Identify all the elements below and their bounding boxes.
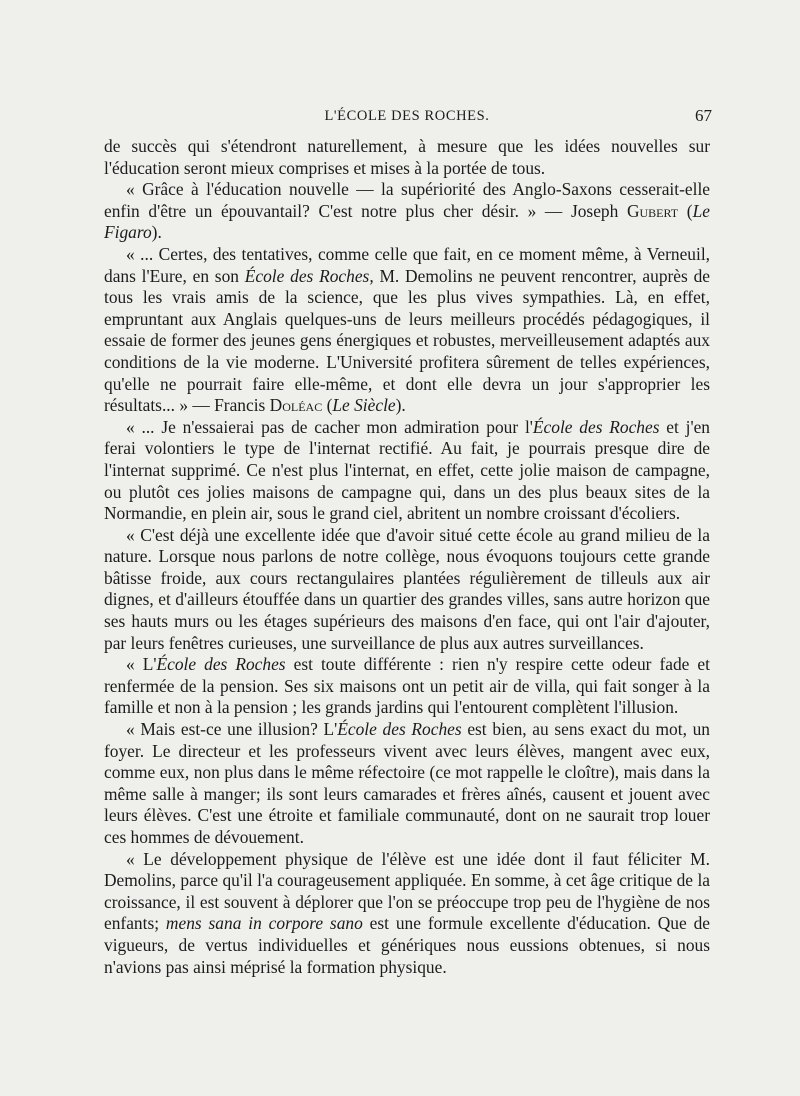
text-run: « ... Certes, des tentatives, comme celle que fait, en ce moment même, à Verneuil, dans l'Eure, en son (104, 243, 710, 286)
text-run: de succès qui s'étendront naturellement, à mesure que les idées nouvelles sur l'éducation seront mieux comprises et mises à la portée de tous. (104, 136, 710, 178)
italic-text: École des Roches (156, 654, 286, 675)
page-header (102, 106, 712, 130)
text-run: est une formule excellente d'éducation. Que de vigueurs, de vertus individuelles et génériques nous eussions obtenues, si nous n'avions pas ainsi méprisé la formation physique. (104, 913, 710, 977)
paragraph (104, 244, 710, 417)
italic-text: Le Siècle (332, 395, 396, 416)
small-caps-name: Doléac (269, 395, 323, 416)
text-run: ( (322, 395, 333, 416)
text-run: « Mais est-ce une illusion? L' (126, 719, 338, 740)
text-run: M. Demolins ne peuvent rencontrer, auprès de tous les vrais amis de la science, que les plus vives sympathies. Là, en effet, empruntant aux Anglais quelques-uns de leurs meilleurs procédés pédagogiques, il essaie de former des jeunes gens énergiques et robustes, merveilleusement adaptés aux conditions de la vie moderne. L'Université profitera sûrement de telles expériences, qu'elle ne pourrait faire elle-même, et dont elle devra un jour s'approprier les résultats... » — Francis (104, 265, 710, 416)
italic-text: École des Roches, (244, 265, 374, 286)
text-run: ). (395, 395, 406, 416)
italic-text: École des Roches (337, 719, 462, 740)
text-run: « C'est déjà une excellente idée que d'avoir situé cette école au grand milieu de la nature. Lorsque nous parlons de notre collège, nous évoquons toujours cette grande bâtisse froide, aux cours rectangulaires plantées régulièrement de tilleuls aux air dignes, et d'ailleurs étouffée dans un quartier des grandes villes, sans autre horizon que ses hauts murs ou les étages supérieurs des maisons d'en face, qui ont l'air d'ajouter, par leurs fenêtres curieuses, une surveillance de plus aux autres surveillances. (104, 524, 710, 653)
small-caps-name: Gubert (626, 200, 679, 221)
paragraph (104, 179, 710, 244)
italic-text: mens sana in corpore sano (165, 913, 363, 934)
text-run: est bien, au sens exact du mot, un foyer. Le directeur et les professeurs vivent avec leurs élèves, mangent avec eux, comme eux, non plus dans le même réfectoire (ce mot rappelle le cloître), mais dans la même salle à manger; ils sont leurs camarades et frères aînés, causent et jouent avec leurs élèves. C'est une étroite et familiale communauté, dont on ne saurait trop louer ces hommes de dévouement. (104, 719, 710, 847)
paragraph (104, 525, 710, 655)
running-title: L'ÉCOLE DES ROCHES. (324, 108, 490, 124)
body-text (104, 136, 710, 978)
paragraph (104, 136, 710, 179)
italic-text: École des Roches (532, 416, 660, 437)
text-run: est toute différente : rien n'y respire cette odeur fade et renfermée de la pension. Ses six maisons ont un petit air de villa, qui fait songer à la famille et non à la pension ; les grands jardins qui l'entourent complètent l'illusion. (104, 654, 710, 718)
paragraph (104, 719, 710, 849)
paragraph (104, 654, 710, 719)
paragraph (104, 417, 710, 525)
paragraph (104, 849, 710, 979)
text-run: « Le développement physique de l'élève est une idée dont il faut féliciter M. Demolins, parce qu'il l'a courageusement appliquée. En somme, à cet âge critique de la croissance, il est souvent à déplorer que l'on se préoccupe trop peu de l'hygiène de nos enfants; (104, 848, 710, 934)
text-run: ( (678, 200, 693, 221)
text-run: ). (151, 222, 162, 243)
page-number: 67 (695, 106, 712, 125)
text-run: « Grâce à l'éducation nouvelle — la supériorité des Anglo-Saxons cesserait-elle enfin d'être un épouvantail? C'est notre plus cher désir. » — Joseph (104, 179, 710, 221)
italic-text: Le Figaro (104, 200, 710, 243)
text-run: « ... Je n'essaierai pas de cacher mon admiration pour l' (126, 416, 533, 437)
text-run: « L' (126, 654, 157, 675)
text-run: et j'en ferai volontiers le type de l'internat rectifié. Au fait, je pourrais presque dire de l'internat supprimé. Ce n'est plus l'internat, en effet, cette jolie maison de campagne, ou plutôt ces jolies maisons de campagne qui, dans un des plus beaux sites de la Normandie, en plein air, sous le grand ciel, abritent un nombre croissant d'écoliers. (104, 416, 710, 524)
